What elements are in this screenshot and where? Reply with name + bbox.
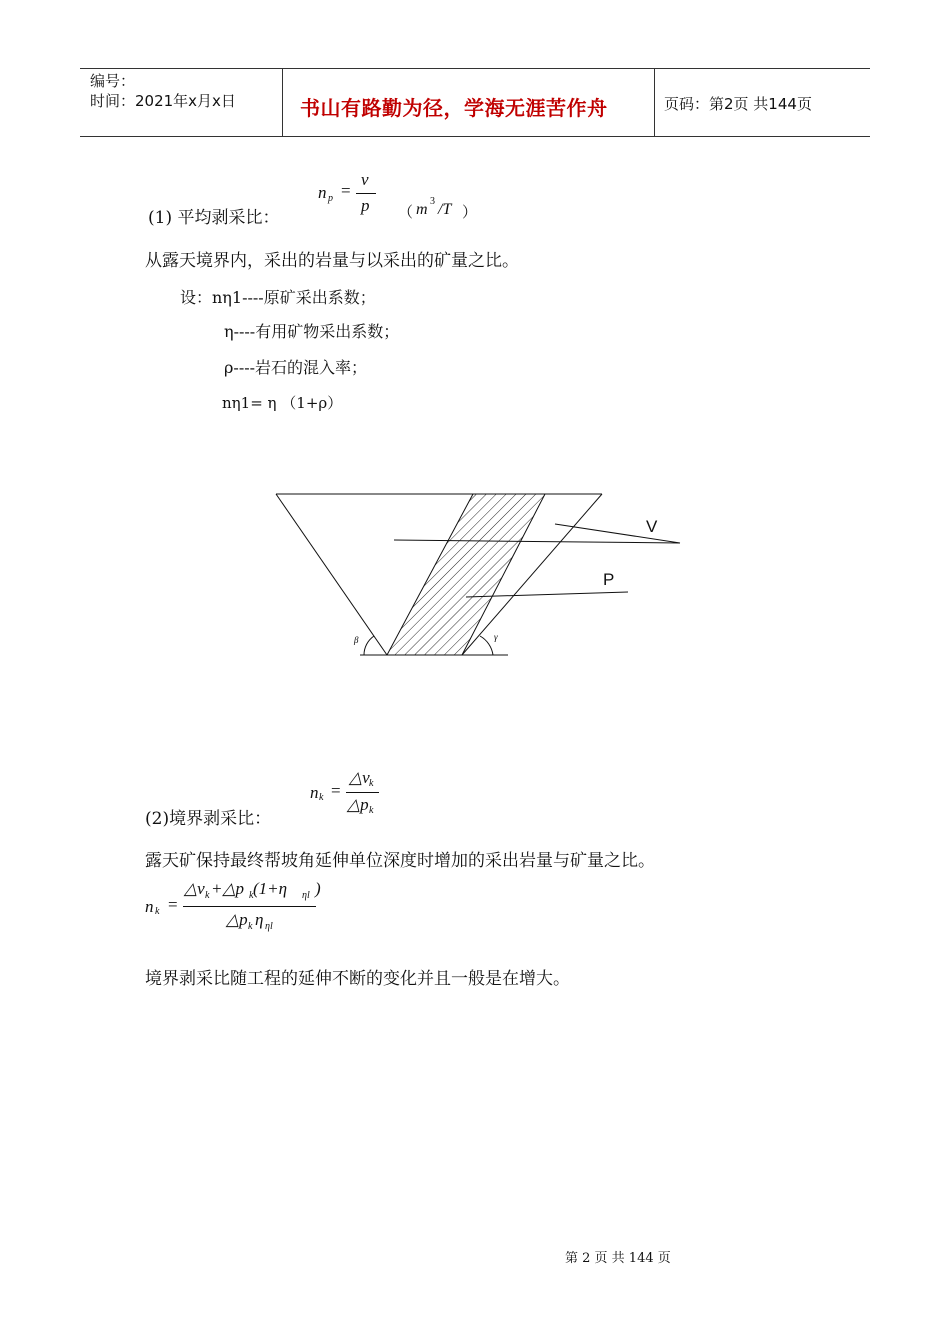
unit-close: ） — [462, 205, 478, 221]
relation-line: nη1= η （1+ρ） — [222, 394, 343, 412]
f2-lhs: n — [145, 897, 154, 916]
f1-denominator: △p — [347, 795, 369, 814]
f2-den-dp: △p — [226, 910, 248, 929]
f2-num-sub1: k — [205, 890, 210, 901]
angle-label-right: γ — [494, 632, 498, 642]
f2-num-dp: +△p — [211, 879, 245, 898]
label-p: P — [603, 570, 615, 589]
f2-num-sub2: k — [249, 890, 254, 901]
pit-left-wall — [276, 494, 387, 655]
v-leader-line-1 — [394, 540, 680, 543]
f1-denominator-sub: k — [369, 805, 374, 816]
section2-label: (2)境界剥采比： — [145, 809, 272, 829]
f1-equals: = — [331, 781, 341, 800]
f2-den-eta: η — [255, 910, 264, 929]
motto-title: 书山有路勤为径，学海无涯苦作舟 — [300, 96, 608, 120]
f2-num-sub3: ηl — [302, 890, 310, 901]
section2-conclusion: 境界剥采比随工程的延伸不断的变化并且一般是在增大。 — [145, 969, 570, 989]
section2-definition: 露天矿保持最终帮坡角延伸单位深度时增加的采出岩量与矿量之比。 — [145, 851, 655, 871]
f1-lhs: n — [310, 783, 319, 802]
angle-label-left: β — [354, 635, 359, 645]
unit-m: m — [416, 201, 428, 218]
angle-arc-left — [364, 636, 374, 655]
f2-num-dv: △v — [184, 879, 205, 898]
f2-lhs-sub: k — [155, 906, 160, 917]
unit-sup: 3 — [430, 196, 435, 207]
formula-lhs: n — [318, 183, 327, 202]
unit-open: （ — [398, 205, 414, 221]
eta-line: η----有用矿物采出系数； — [224, 322, 400, 341]
serial-label: 编号： — [90, 72, 136, 90]
formula-equals: = — [341, 181, 351, 200]
section1-definition: 从露天境界内，采出的岩量与以采出的矿量之比。 — [145, 251, 519, 271]
f1-numerator: △v — [349, 768, 370, 787]
date-label: 时间：2021年x月x日 — [90, 92, 236, 110]
f2-num-end: ) — [315, 879, 321, 898]
formula-denominator: p — [361, 196, 370, 215]
page-label: 页码：第2页 共144页 — [664, 95, 812, 113]
ore-body-hatched — [387, 494, 545, 655]
f1-numerator-sub: k — [369, 778, 374, 789]
v-leader-line-2 — [555, 524, 680, 543]
f2-equals: = — [168, 895, 178, 914]
f2-den-sub1: k — [248, 921, 253, 932]
angle-arc-right — [480, 636, 493, 655]
f1-lhs-sub: k — [319, 792, 324, 803]
f1-fraction-bar — [346, 792, 379, 793]
let-line: 设：nη1----原矿采出系数； — [180, 288, 376, 307]
f2-fraction-bar — [183, 906, 316, 907]
formula-lhs-sub: p — [328, 193, 333, 204]
formula-numerator: v — [361, 170, 369, 189]
section1-label: (1) 平均剥采比： — [148, 208, 280, 228]
rho-line: ρ----岩石的混入率； — [224, 358, 368, 377]
f2-num-tail: (1+η — [253, 879, 288, 898]
page-footer: 第 2 页 共 144 页 — [565, 1251, 671, 1266]
label-v: V — [646, 517, 658, 536]
f2-den-sub2: ηl — [265, 921, 273, 932]
unit-rest: /T — [438, 201, 452, 218]
